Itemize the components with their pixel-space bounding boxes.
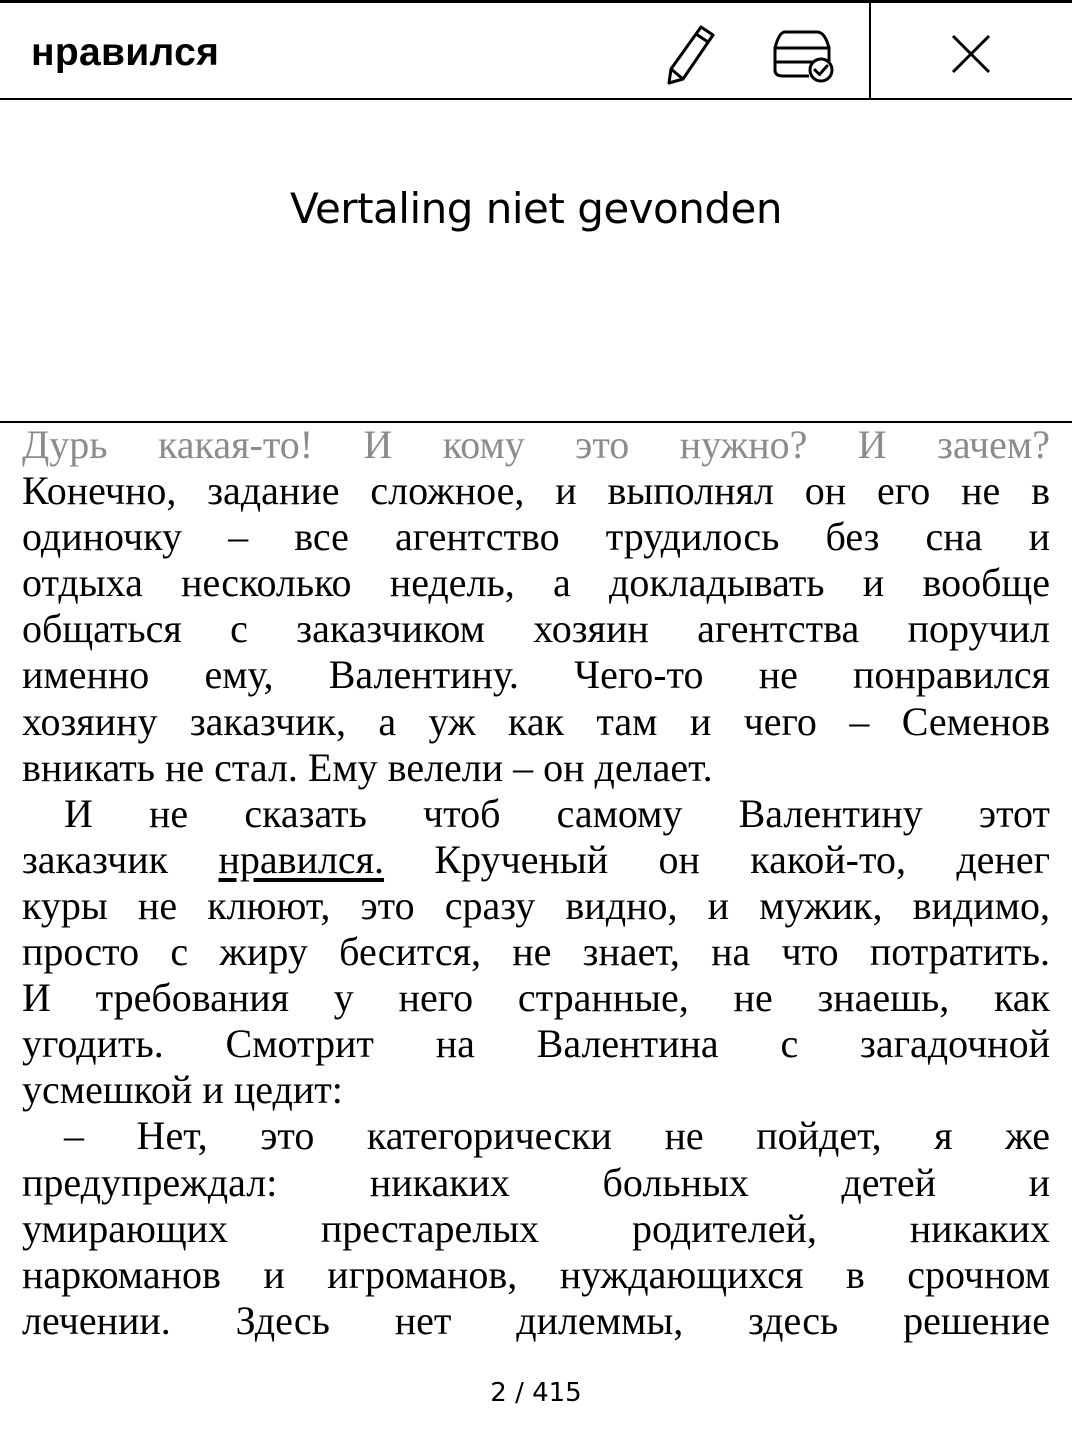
- text-line: Дурь какая-то! И кому это нужно? И зачем?: [22, 422, 1050, 467]
- text-line: И требования у него странные, не знаешь, как: [22, 975, 1050, 1021]
- dictionary-check-icon: [769, 24, 837, 84]
- selected-word[interactable]: нравился.: [218, 836, 385, 882]
- translation-not-found-message: Vertaling niet gevonden: [290, 184, 782, 233]
- text-line: отдыха несколько недель, а докладывать и вообще: [22, 560, 1050, 606]
- text-line: одиночку – все агентство трудилось без сна и: [22, 514, 1050, 560]
- text-line: усмешкой и цедит:: [22, 1067, 343, 1113]
- text-line: И не сказать чтоб самому Валентину этот: [64, 790, 1050, 836]
- pencil-icon: [661, 21, 721, 87]
- book-page-text[interactable]: [22, 422, 1050, 1347]
- close-icon: [949, 32, 993, 76]
- text-line: общаться с заказчиком хозяин агентства поручил: [22, 606, 1050, 652]
- lookup-word: нравился: [31, 31, 220, 74]
- text-before-selection: заказчик: [22, 836, 219, 882]
- text-line: вникать не стал. Ему велели – он делает.: [22, 744, 713, 790]
- text-line: предупреждал: никаких больных детей и: [22, 1159, 1050, 1205]
- header-divider: [869, 3, 871, 101]
- text-line: просто с жиру бесится, не знает, на что потратить.: [22, 929, 1050, 975]
- text-line: хозяину заказчик, а уж как там и чего – Семенов: [22, 698, 1050, 744]
- translation-panel: [0, 100, 1072, 422]
- text-line: наркоманов и игроманов, нуждающихся в срочном: [22, 1251, 1050, 1297]
- dictionary-popup-header: [0, 0, 1072, 100]
- dictionary-select-button[interactable]: [764, 15, 842, 93]
- edit-button[interactable]: [652, 15, 730, 93]
- text-line: Конечно, задание сложное, и выполнял он его не в: [22, 468, 1050, 514]
- text-line: угодить. Смотрит на Валентина с загадочной: [22, 1021, 1050, 1067]
- page-indicator: 2 / 415: [490, 1378, 582, 1408]
- close-button[interactable]: [932, 15, 1010, 93]
- text-line: именно ему, Валентину. Чего-то не понравился: [22, 652, 1050, 698]
- text-after-selection: Крученый он какой-то, денег: [384, 836, 1050, 882]
- text-line: – Нет, это категорически не пойдет, я же: [64, 1113, 1050, 1159]
- text-line: умирающих престарелых родителей, никаких: [22, 1205, 1050, 1251]
- text-line-with-selection: [22, 837, 1050, 883]
- text-line: лечении. Здесь нет дилеммы, здесь решение: [22, 1297, 1050, 1343]
- text-line: куры не клюют, это сразу видно, и мужик, видимо,: [22, 882, 1050, 928]
